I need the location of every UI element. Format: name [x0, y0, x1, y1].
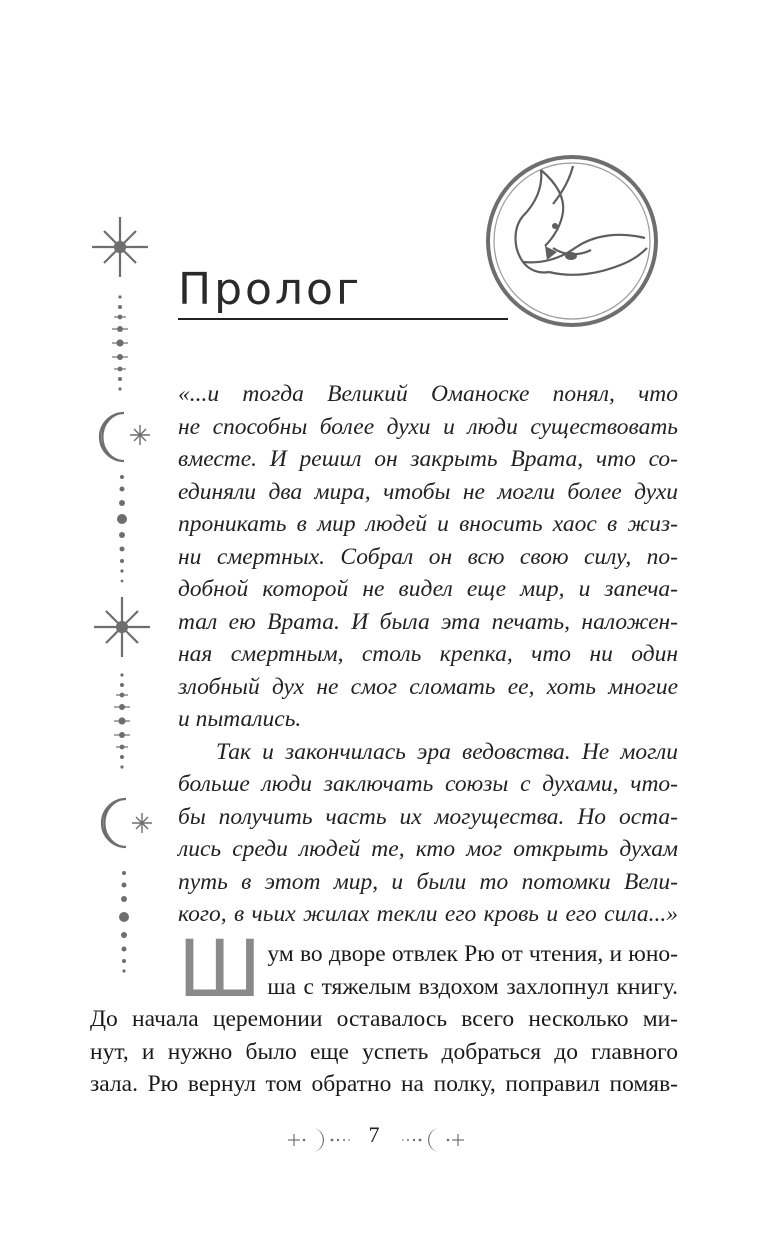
epigraph-line: проникать в мир людей и вносить хаос в жиз- — [178, 511, 678, 537]
epigraph-line: ная смертным, столь крепка, что ни один — [178, 641, 678, 667]
epigraph-line: лись среди людей те, кто мог открыть духам — [178, 836, 678, 862]
star-moon-ornament-icon — [82, 205, 162, 985]
epigraph-line: добной которой не видел еще мир, и запеча- — [178, 576, 678, 602]
body-line: зала. Рю вернул том обратно на полку, поправил помяв- — [90, 1071, 678, 1097]
epigraph-paragraph-2 — [178, 736, 678, 931]
epigraph-line: ни смертных. Собрал он всю свою силу, по- — [178, 543, 678, 570]
epigraph-line: бы получить часть их могущества. Но оста- — [178, 803, 678, 830]
epigraph-line: «...и тогда Великий Оманоске понял, что — [178, 381, 678, 407]
owl-emblem-icon — [483, 152, 661, 330]
epigraph-line: злобный дух не смог сломать ее, хоть многие — [178, 673, 678, 700]
epigraph-line: кого, в чьих жилах текли его кровь и его сила...» — [178, 901, 678, 927]
epigraph-line: Так и закончилась эра ведовства. Не могли — [216, 738, 678, 765]
epigraph-line: больше люди заключать союзы с духами, что- — [178, 771, 678, 797]
body-line: ша с тяжелым вздохом захлопнул книгу. — [267, 973, 678, 1000]
epigraph-line: вместе. И решил он закрыть Врата, что со- — [178, 446, 678, 472]
body-text — [90, 925, 678, 1101]
epigraph — [178, 378, 678, 931]
epigraph-line: и пытались. — [178, 706, 302, 732]
page-number: 7 — [368, 1122, 380, 1147]
body-line: нут, и нужно было еще успеть добраться до главного — [90, 1038, 678, 1065]
epigraph-paragraph-1 — [178, 378, 678, 736]
epigraph-line: не способны более духи и люди существовать — [178, 413, 678, 440]
epigraph-line: путь в этот мир, и были то потомки Вели- — [178, 868, 678, 895]
title-underline — [178, 318, 508, 320]
body-line: ум во дворе отвлек Рю от чтения, и юно- — [267, 941, 678, 967]
epigraph-line: единяли два мира, чтобы не могли более духи — [178, 478, 678, 505]
epigraph-line: тал ею Врата. И была эта печать, наложен- — [178, 608, 678, 635]
body-line: До начала церемонии оставалось всего несколько ми- — [90, 1006, 678, 1032]
drop-cap: Ш — [178, 925, 260, 1015]
chapter-title: Пролог — [178, 264, 363, 315]
